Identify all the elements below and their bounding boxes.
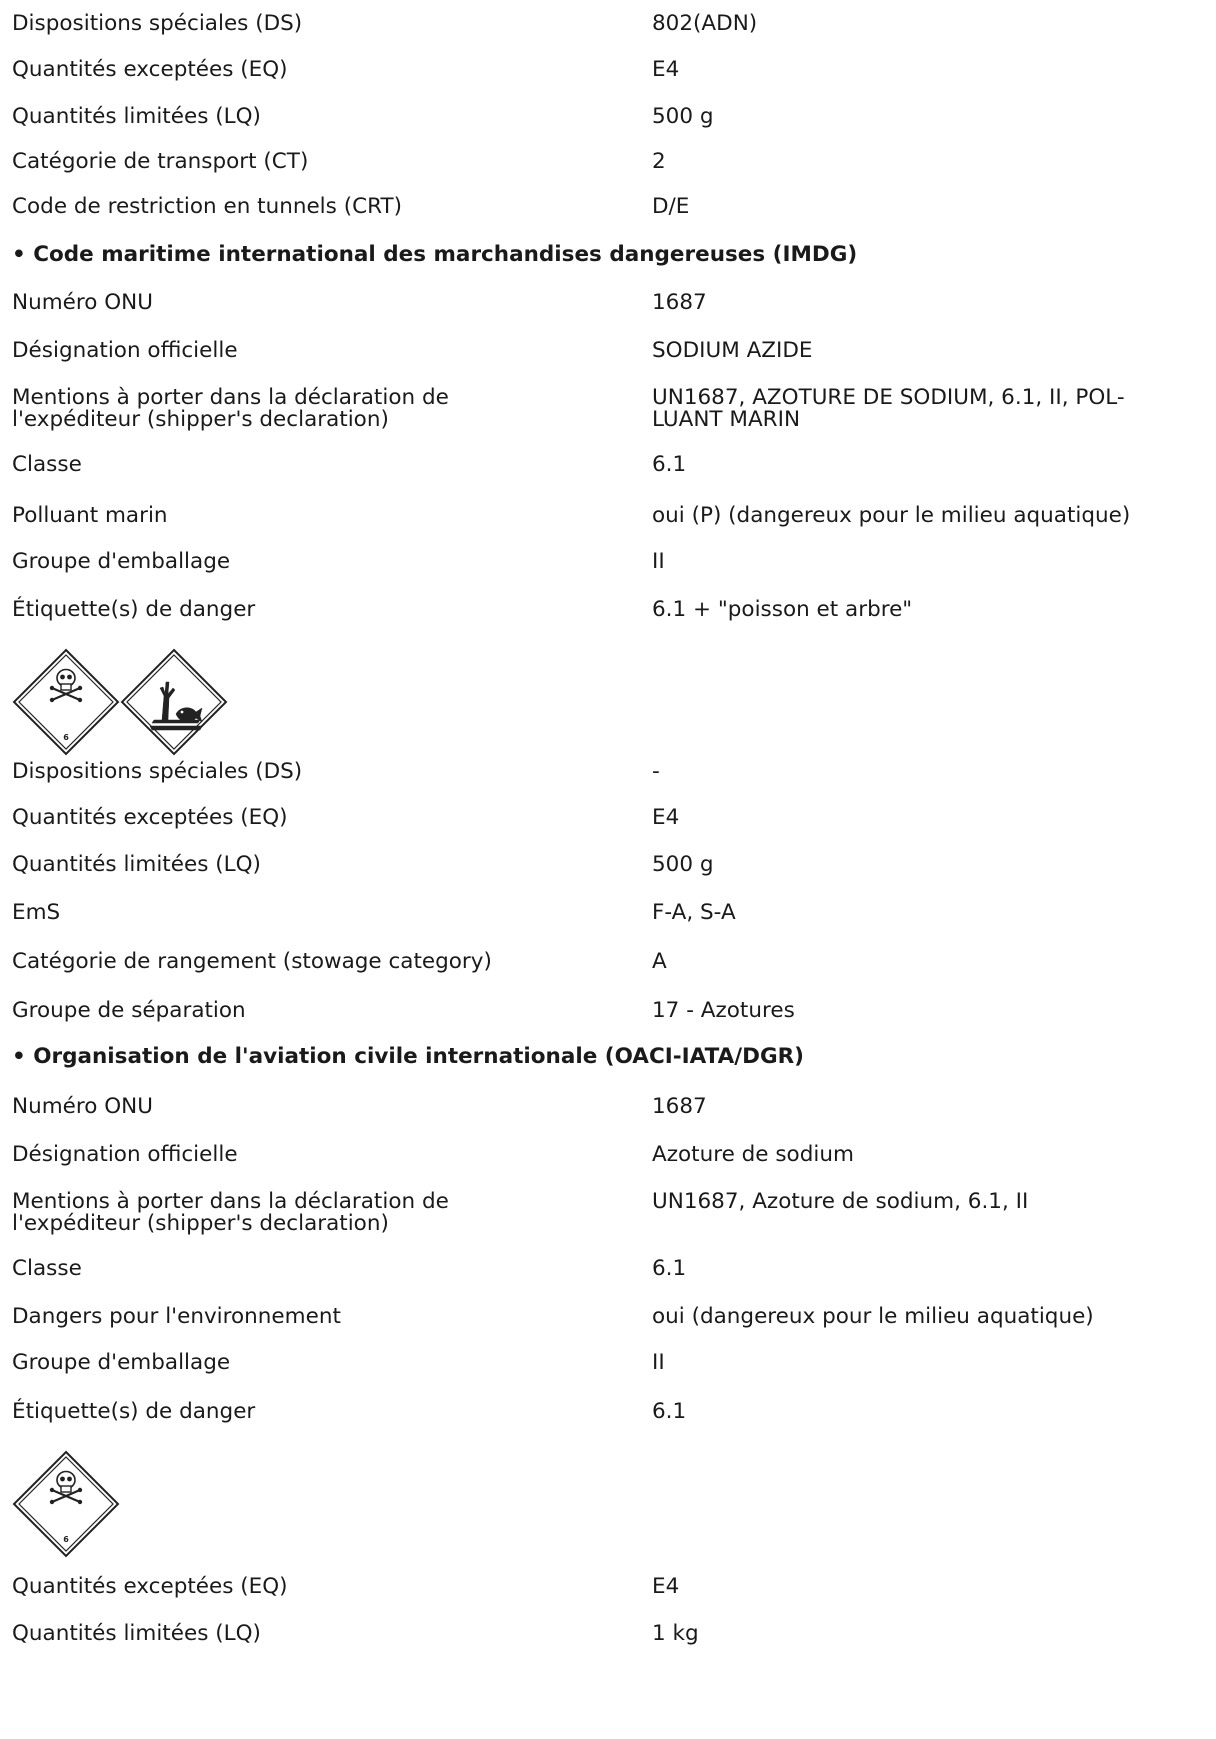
imdg-label-line: Quantités exceptées (EQ) — [12, 805, 288, 830]
adr-value — [652, 13, 1216, 35]
iata-value-line: 6.1 — [652, 1256, 687, 1281]
imdg-value-line: 500 g — [652, 852, 714, 877]
imdg-label-line: Mentions à porter dans la déclaration de — [12, 385, 449, 410]
imdg-value — [652, 807, 1216, 829]
iata-value — [652, 1306, 1216, 1328]
imdg-value — [652, 599, 1216, 621]
adr-label-line: Quantités exceptées (EQ) — [12, 57, 288, 82]
imdg-label-line: EmS — [12, 900, 61, 925]
imdg-row — [12, 1000, 1212, 1022]
imdg-row — [12, 854, 1212, 876]
iata-value-line: 6.1 — [652, 1399, 687, 1424]
iata-value-line: II — [652, 1350, 665, 1375]
imdg-row — [12, 454, 1212, 476]
adr-row — [12, 59, 1212, 81]
hazard-label-pictogram — [12, 1450, 120, 1558]
iata-label-line: Groupe d'emballage — [12, 1350, 231, 1375]
iata-row — [12, 1144, 1212, 1166]
imdg-label — [12, 1000, 632, 1022]
iata-label-line: Classe — [12, 1256, 82, 1281]
iata-row — [12, 1191, 1212, 1235]
imdg-value-line: 6.1 + "poisson et arbre" — [652, 597, 913, 622]
iata-value-line: E4 — [652, 1574, 680, 1599]
imdg-row — [12, 599, 1212, 621]
imdg-row — [12, 551, 1212, 573]
adr-value — [652, 106, 1216, 128]
imdg-value-line: UN1687, AZOTURE DE SODIUM, 6.1, II, POL- — [652, 385, 1125, 410]
imdg-label — [12, 854, 632, 876]
iata-row — [12, 1576, 1212, 1598]
iata-label — [12, 1623, 632, 1645]
imdg-row — [12, 902, 1212, 924]
iata-label — [12, 1576, 632, 1598]
iata-label-line: Dangers pour l'environnement — [12, 1304, 341, 1329]
adr-label-line: Quantités limitées (LQ) — [12, 104, 261, 129]
iata-row — [12, 1401, 1212, 1423]
hazard-label-pictogram — [120, 648, 228, 756]
adr-value — [652, 196, 1216, 218]
adr-value — [652, 151, 1216, 173]
imdg-value-line: LUANT MARIN — [652, 407, 801, 432]
iata-row — [12, 1352, 1212, 1374]
iata-value — [652, 1352, 1216, 1374]
imdg-value — [652, 1000, 1216, 1022]
imdg-label-line: Polluant marin — [12, 503, 168, 528]
imdg-value-line: 6.1 — [652, 452, 687, 477]
imdg-value-line: A — [652, 949, 667, 974]
adr-value-line: E4 — [652, 57, 680, 82]
imdg-value — [652, 951, 1216, 973]
imdg-value-line: 1687 — [652, 290, 707, 315]
imdg-row — [12, 951, 1212, 973]
imdg-label-line: Classe — [12, 452, 82, 477]
adr-label — [12, 196, 632, 218]
iata-value — [652, 1096, 1216, 1118]
imdg-label — [12, 292, 632, 314]
imdg-row — [12, 340, 1212, 362]
hazard-class-number: 6 — [63, 1535, 69, 1544]
imdg-label — [12, 599, 632, 621]
adr-row — [12, 196, 1212, 218]
adr-value — [652, 59, 1216, 81]
iata-label-line: Numéro ONU — [12, 1094, 153, 1119]
iata-label — [12, 1096, 632, 1118]
iata-value — [652, 1623, 1216, 1645]
imdg-label — [12, 902, 632, 924]
hazard-pictograms — [12, 648, 1212, 758]
imdg-value — [652, 854, 1216, 876]
imdg-value-line: F-A, S-A — [652, 900, 736, 925]
imdg-label — [12, 454, 632, 476]
iata-label-line: l'expéditeur (shipper's declaration) — [12, 1211, 389, 1236]
imdg-label — [12, 505, 632, 527]
imdg-label-line: Groupe de séparation — [12, 998, 246, 1023]
imdg-label — [12, 387, 632, 431]
imdg-value — [652, 505, 1216, 527]
adr-value-line: 2 — [652, 149, 666, 174]
section-heading-imdg: • Code maritime international des marchandises dangereuses (IMDG) — [12, 242, 858, 267]
iata-row — [12, 1306, 1212, 1328]
imdg-row — [12, 292, 1212, 314]
iata-label-line: Quantités exceptées (EQ) — [12, 1574, 288, 1599]
iata-label — [12, 1191, 632, 1235]
hazard-pictograms — [12, 1450, 1212, 1560]
adr-label-line: Code de restriction en tunnels (CRT) — [12, 194, 402, 219]
imdg-value — [652, 292, 1216, 314]
iata-value-line: 1 kg — [652, 1621, 699, 1646]
imdg-label-line: Groupe d'emballage — [12, 549, 231, 574]
imdg-value-line: SODIUM AZIDE — [652, 338, 813, 363]
imdg-value — [652, 387, 1216, 431]
iata-value — [652, 1144, 1216, 1166]
iata-row — [12, 1258, 1212, 1280]
imdg-label-line: l'expéditeur (shipper's declaration) — [12, 407, 389, 432]
iata-value — [652, 1258, 1216, 1280]
imdg-row — [12, 807, 1212, 829]
adr-label — [12, 13, 632, 35]
adr-value-line: D/E — [652, 194, 690, 219]
section-heading-iata: • Organisation de l'aviation civile internationale (OACI-IATA/DGR) — [12, 1044, 804, 1069]
imdg-label-line: Catégorie de rangement (stowage category) — [12, 949, 492, 974]
iata-row — [12, 1096, 1212, 1118]
iata-row — [12, 1623, 1212, 1645]
imdg-value-line: - — [652, 759, 660, 784]
imdg-label — [12, 807, 632, 829]
iata-value-line: UN1687, Azoture de sodium, 6.1, II — [652, 1189, 1029, 1214]
iata-value — [652, 1401, 1216, 1423]
adr-value-line: 500 g — [652, 104, 714, 129]
imdg-label — [12, 951, 632, 973]
adr-label — [12, 59, 632, 81]
adr-label — [12, 106, 632, 128]
imdg-row — [12, 505, 1212, 527]
adr-label-line: Dispositions spéciales (DS) — [12, 11, 303, 36]
iata-label-line: Mentions à porter dans la déclaration de — [12, 1189, 449, 1214]
imdg-value-line: 17 - Azotures — [652, 998, 795, 1023]
adr-label-line: Catégorie de transport (CT) — [12, 149, 309, 174]
imdg-value — [652, 340, 1216, 362]
imdg-row — [12, 761, 1212, 783]
imdg-label-line: Quantités limitées (LQ) — [12, 852, 261, 877]
imdg-label — [12, 761, 632, 783]
iata-value-line: oui (dangereux pour le milieu aquatique) — [652, 1304, 1094, 1329]
imdg-label-line: Désignation officielle — [12, 338, 238, 363]
imdg-label-line: Numéro ONU — [12, 290, 153, 315]
adr-value-line: 802(ADN) — [652, 11, 758, 36]
iata-value-line: 1687 — [652, 1094, 707, 1119]
iata-label — [12, 1144, 632, 1166]
iata-label — [12, 1401, 632, 1423]
iata-label-line: Étiquette(s) de danger — [12, 1399, 256, 1424]
imdg-label-line: Étiquette(s) de danger — [12, 597, 256, 622]
imdg-value-line: II — [652, 549, 665, 574]
imdg-value — [652, 454, 1216, 476]
hazard-class-number: 6 — [63, 733, 69, 742]
iata-label — [12, 1352, 632, 1374]
hazard-label-pictogram — [12, 648, 120, 756]
imdg-row — [12, 387, 1212, 431]
iata-label-line: Quantités limitées (LQ) — [12, 1621, 261, 1646]
adr-label — [12, 151, 632, 173]
imdg-label-line: Dispositions spéciales (DS) — [12, 759, 303, 784]
iata-value — [652, 1191, 1216, 1213]
iata-label — [12, 1306, 632, 1328]
adr-row — [12, 151, 1212, 173]
imdg-value — [652, 902, 1216, 924]
imdg-value-line: oui (P) (dangereux pour le milieu aquatique) — [652, 503, 1131, 528]
iata-label-line: Désignation officielle — [12, 1142, 238, 1167]
imdg-value — [652, 761, 1216, 783]
iata-value — [652, 1576, 1216, 1598]
imdg-value — [652, 551, 1216, 573]
iata-label — [12, 1258, 632, 1280]
imdg-label — [12, 340, 632, 362]
adr-row — [12, 13, 1212, 35]
imdg-value-line: E4 — [652, 805, 680, 830]
iata-value-line: Azoture de sodium — [652, 1142, 854, 1167]
imdg-label — [12, 551, 632, 573]
adr-row — [12, 106, 1212, 128]
